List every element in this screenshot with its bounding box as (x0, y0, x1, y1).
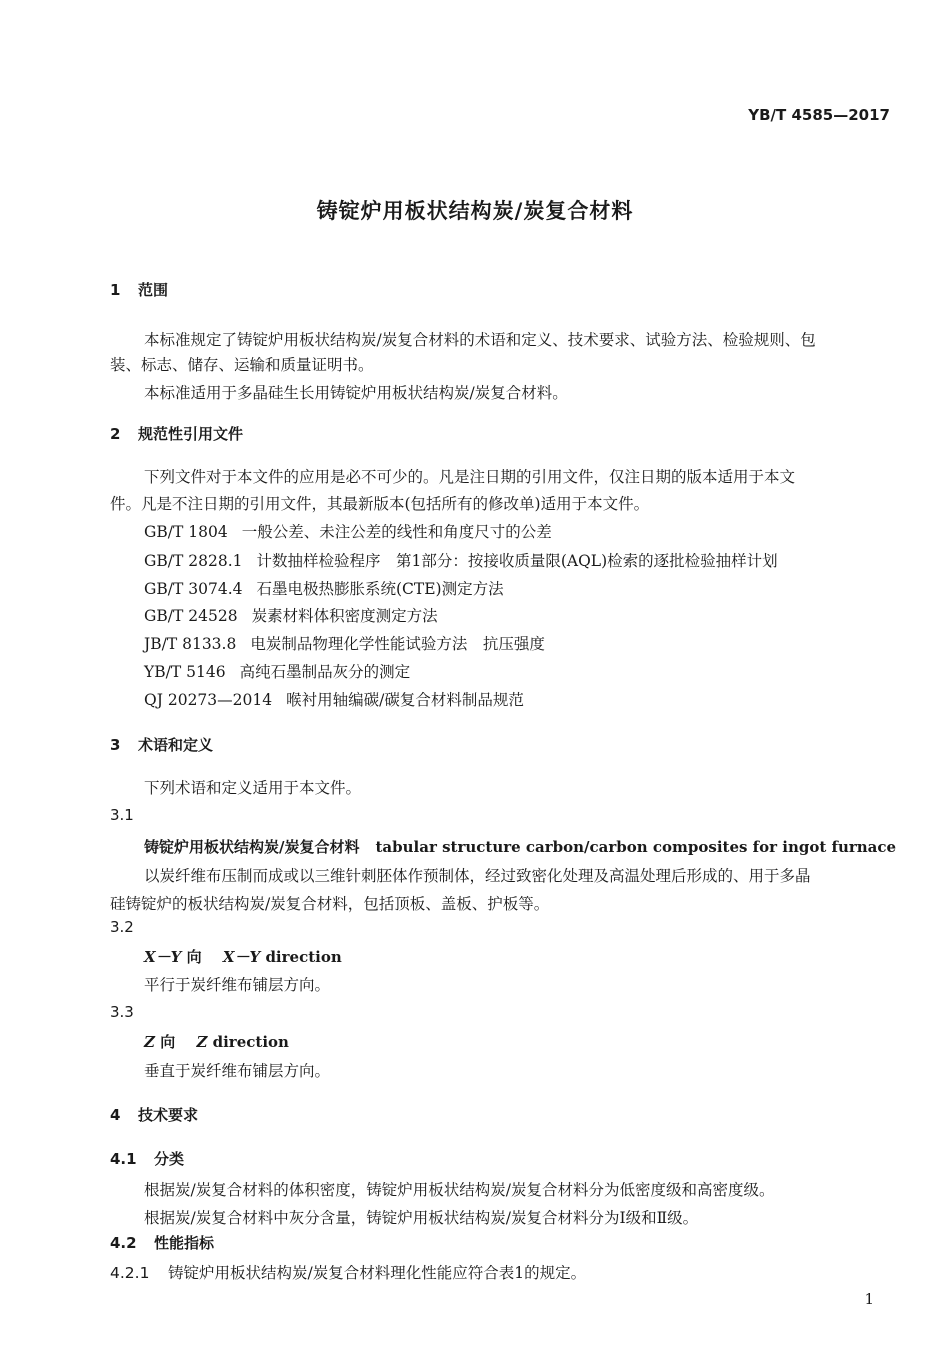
term-en: tabular structure carbon/carbon composites for ingot furnace (375, 838, 897, 856)
term-number: 3.2 (110, 918, 134, 936)
section-title: 范围 (138, 281, 169, 299)
section-3-heading (110, 734, 213, 755)
reference-item (144, 520, 552, 542)
reference-code: JB/T 8133.8 (144, 635, 237, 653)
paragraph: 下列文件对于本文件的应用是必不可少的。凡是注日期的引用文件，仅注日期的版本适用于本文 (144, 468, 796, 486)
subsection-4-1-heading (110, 1148, 184, 1169)
reference-item (144, 688, 524, 710)
reference-code: GB/T 2828.1 (144, 552, 243, 570)
section-number: 3 (110, 736, 121, 754)
subsection-title: 分类 (154, 1150, 185, 1168)
term-definition: 硅铸锭炉的板状结构炭/炭复合材料，包括顶板、盖板、护板等。 (110, 895, 550, 913)
term-number: 3.1 (110, 806, 134, 824)
reference-item (144, 632, 545, 654)
paragraph: 下列术语和定义适用于本文件。 (144, 779, 362, 797)
page-number: 1 (864, 1290, 874, 1308)
paragraph: 根据炭/炭复合材料中灰分含量，铸锭炉用板状结构炭/炭复合材料分为Ⅰ级和Ⅱ级。 (144, 1209, 699, 1227)
term-symbol: X－Y (144, 948, 182, 966)
reference-item (144, 577, 504, 599)
reference-item (144, 549, 778, 571)
reference-title: 炭素材料体积密度测定方法 (251, 607, 438, 625)
term-en: direction (265, 948, 342, 966)
section-title: 技术要求 (138, 1106, 199, 1124)
clause-number: 4.2.1 (110, 1264, 150, 1282)
reference-item (144, 660, 410, 682)
reference-code: QJ 20273—2014 (144, 691, 273, 709)
term-heading (144, 946, 342, 967)
section-4-heading (110, 1104, 198, 1125)
subsection-number: 4.2 (110, 1234, 137, 1252)
paragraph: 本标准规定了铸锭炉用板状结构炭/炭复合材料的术语和定义、技术要求、试验方法、检验规则、包 (144, 331, 816, 349)
section-title: 规范性引用文件 (138, 425, 244, 443)
term-heading (144, 1031, 289, 1052)
subsection-number: 4.1 (110, 1150, 137, 1168)
reference-title: 高纯石墨制品灰分的测定 (239, 663, 411, 681)
term-zh: 向 (160, 1033, 176, 1051)
section-title: 术语和定义 (138, 736, 214, 754)
term-heading (144, 836, 896, 857)
section-1-heading (110, 279, 168, 300)
paragraph: 件。凡是不注日期的引用文件，其最新版本(包括所有的修改单)适用于本文件。 (110, 495, 650, 513)
reference-title: 计数抽样检验程序 第1部分：按接收质量限(AQL)检索的逐批检验抽样计划 (256, 552, 778, 570)
paragraph: 本标准适用于多晶硅生长用铸锭炉用板状结构炭/炭复合材料。 (144, 384, 568, 402)
term-zh: 向 (186, 948, 202, 966)
term-symbol-en: X－Y (222, 948, 261, 966)
document-title: 铸锭炉用板状结构炭/炭复合材料 (316, 199, 634, 223)
term-symbol-en: Z (196, 1033, 208, 1051)
term-definition: 垂直于炭纤维布铺层方向。 (144, 1062, 331, 1080)
paragraph: 装、标志、储存、运输和质量证明书。 (110, 356, 374, 374)
section-number: 4 (110, 1106, 121, 1124)
reference-code: GB/T 24528 (144, 607, 238, 625)
section-2-heading (110, 423, 243, 444)
section-number: 1 (110, 281, 121, 299)
subsection-4-2-heading (110, 1232, 214, 1253)
reference-code: GB/T 1804 (144, 523, 228, 541)
section-number: 2 (110, 425, 121, 443)
reference-code: GB/T 3074.4 (144, 580, 243, 598)
reference-title: 一般公差、未注公差的线性和角度尺寸的公差 (241, 523, 552, 541)
clause-text: 铸锭炉用板状结构炭/炭复合材料理化性能应符合表1的规定。 (168, 1264, 587, 1282)
clause-4-2-1 (110, 1261, 586, 1283)
term-definition: 以炭纤维布压制而成或以三维针刺胚体作预制体，经过致密化处理及高温处理后形成的、用于多晶 (144, 867, 811, 885)
reference-item (144, 604, 438, 626)
reference-title: 喉衬用轴编碳/碳复合材料制品规范 (286, 691, 524, 709)
standard-code: YB/T 4585—2017 (748, 106, 890, 124)
term-en: direction (212, 1033, 289, 1051)
term-zh: 铸锭炉用板状结构炭/炭复合材料 (144, 838, 360, 856)
reference-title: 电炭制品物理化学性能试验方法 抗压强度 (250, 635, 545, 653)
reference-code: YB/T 5146 (144, 663, 226, 681)
term-definition: 平行于炭纤维布铺层方向。 (144, 976, 331, 994)
subsection-title: 性能指标 (154, 1234, 215, 1252)
term-number: 3.3 (110, 1003, 134, 1021)
paragraph: 根据炭/炭复合材料的体积密度，铸锭炉用板状结构炭/炭复合材料分为低密度级和高密度级。 (144, 1181, 775, 1199)
term-symbol: Z (144, 1033, 155, 1051)
reference-title: 石墨电极热膨胀系统(CTE)测定方法 (256, 580, 504, 598)
